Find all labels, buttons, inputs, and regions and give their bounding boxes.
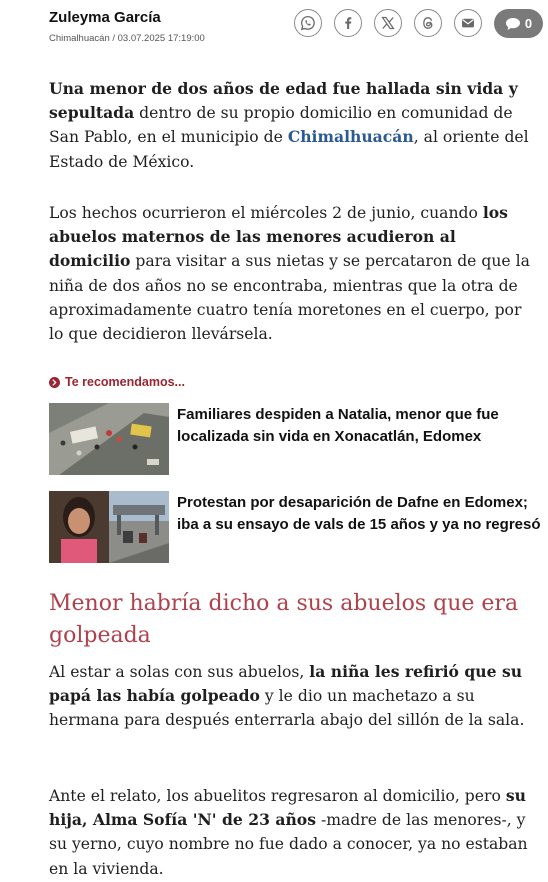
- recommendation-title-2[interactable]: Protestan por desaparición de Dafne en Edomex; iba a su ensayo de vals de 15 años y ya no regresó: [177, 494, 541, 533]
- recommendations-title: [49, 375, 185, 389]
- share-whatsapp-button[interactable]: [294, 9, 322, 37]
- chimalhuacan-link[interactable]: Chimalhuacán: [287, 127, 414, 147]
- comments-count: 0: [524, 16, 533, 31]
- comment-bubble-icon: [505, 17, 521, 31]
- author-name[interactable]: Zuleyma García: [49, 9, 161, 26]
- share-threads-button[interactable]: [414, 9, 442, 37]
- section-subheading: Menor habría dicho a sus abuelos que era golpeada: [49, 591, 519, 648]
- paragraph-2-bold: los abuelos maternos de las menores acudieron al domicilio: [49, 203, 508, 271]
- paragraph-1-bold: Una menor de dos años de edad fue hallada sin vida y sepultada: [49, 79, 518, 123]
- paragraph-4-bold: su hija, Alma Sofía 'N' de 23 años: [49, 786, 526, 830]
- article-meta: Chimalhuacán / 03.07.2025 17:19:00: [49, 33, 205, 44]
- paragraph-1-text-b: , al oriente del Estado de México.: [49, 128, 529, 171]
- x-icon: [380, 15, 396, 31]
- article-paragraph-4: [49, 784, 539, 881]
- paragraph-2-text-a: Los hechos ocurrieron el miércoles 2 de junio, cuando: [49, 204, 483, 222]
- article-header: [0, 0, 548, 52]
- share-email-button[interactable]: [454, 9, 482, 37]
- paragraph-1-text-a: dentro de su propio domicilio en comunidad de San Pablo, en el municipio de: [49, 104, 513, 147]
- paragraph-2-text-b: para visitar a sus nietas y se percataron de que la niña de dos años no se encontraba, mientras que la otra de aproximadamente cuatro tenía moretones en el cuerpo, por lo que decidieron llevársela.: [49, 252, 530, 344]
- paragraph-4-text-b: -madre de las menores-, y su yerno, cuyo nombre no fue dado a conocer, ya no estaban en la vivienda.: [49, 811, 528, 878]
- paragraph-3-text-a: Al estar a solas con sus abuelos,: [49, 663, 310, 681]
- facebook-icon: [340, 15, 356, 31]
- share-facebook-button[interactable]: [334, 9, 362, 37]
- recommendations-title-text: Te recomendamos...: [65, 375, 185, 389]
- article-paragraph-1: [49, 77, 539, 174]
- article-paragraph-2: [49, 201, 539, 346]
- comments-button[interactable]: [494, 9, 543, 38]
- article-paragraph-3: [49, 660, 539, 733]
- paragraph-3-bold: la niña les refirió que su papá las había golpeado: [49, 662, 523, 706]
- recommendation-title-1[interactable]: Familiares despiden a Natalia, menor que fue localizada sin vida en Xonacatlán, Edomex: [177, 406, 499, 445]
- share-x-button[interactable]: [374, 9, 402, 37]
- paragraph-4-text-a: Ante el relato, los abuelitos regresaron al domicilio, pero: [49, 787, 506, 805]
- threads-icon: [420, 15, 436, 31]
- email-icon: [460, 15, 476, 31]
- recommendation-thumbnail-1[interactable]: [49, 403, 169, 475]
- whatsapp-icon: [300, 15, 316, 31]
- recommendation-thumbnail-2[interactable]: [49, 491, 169, 563]
- arrow-right-icon: [49, 377, 60, 388]
- paragraph-3-text-b: y le dio un machetazo a su hermana para después enterrarla abajo del sillón de la sala.: [49, 687, 525, 730]
